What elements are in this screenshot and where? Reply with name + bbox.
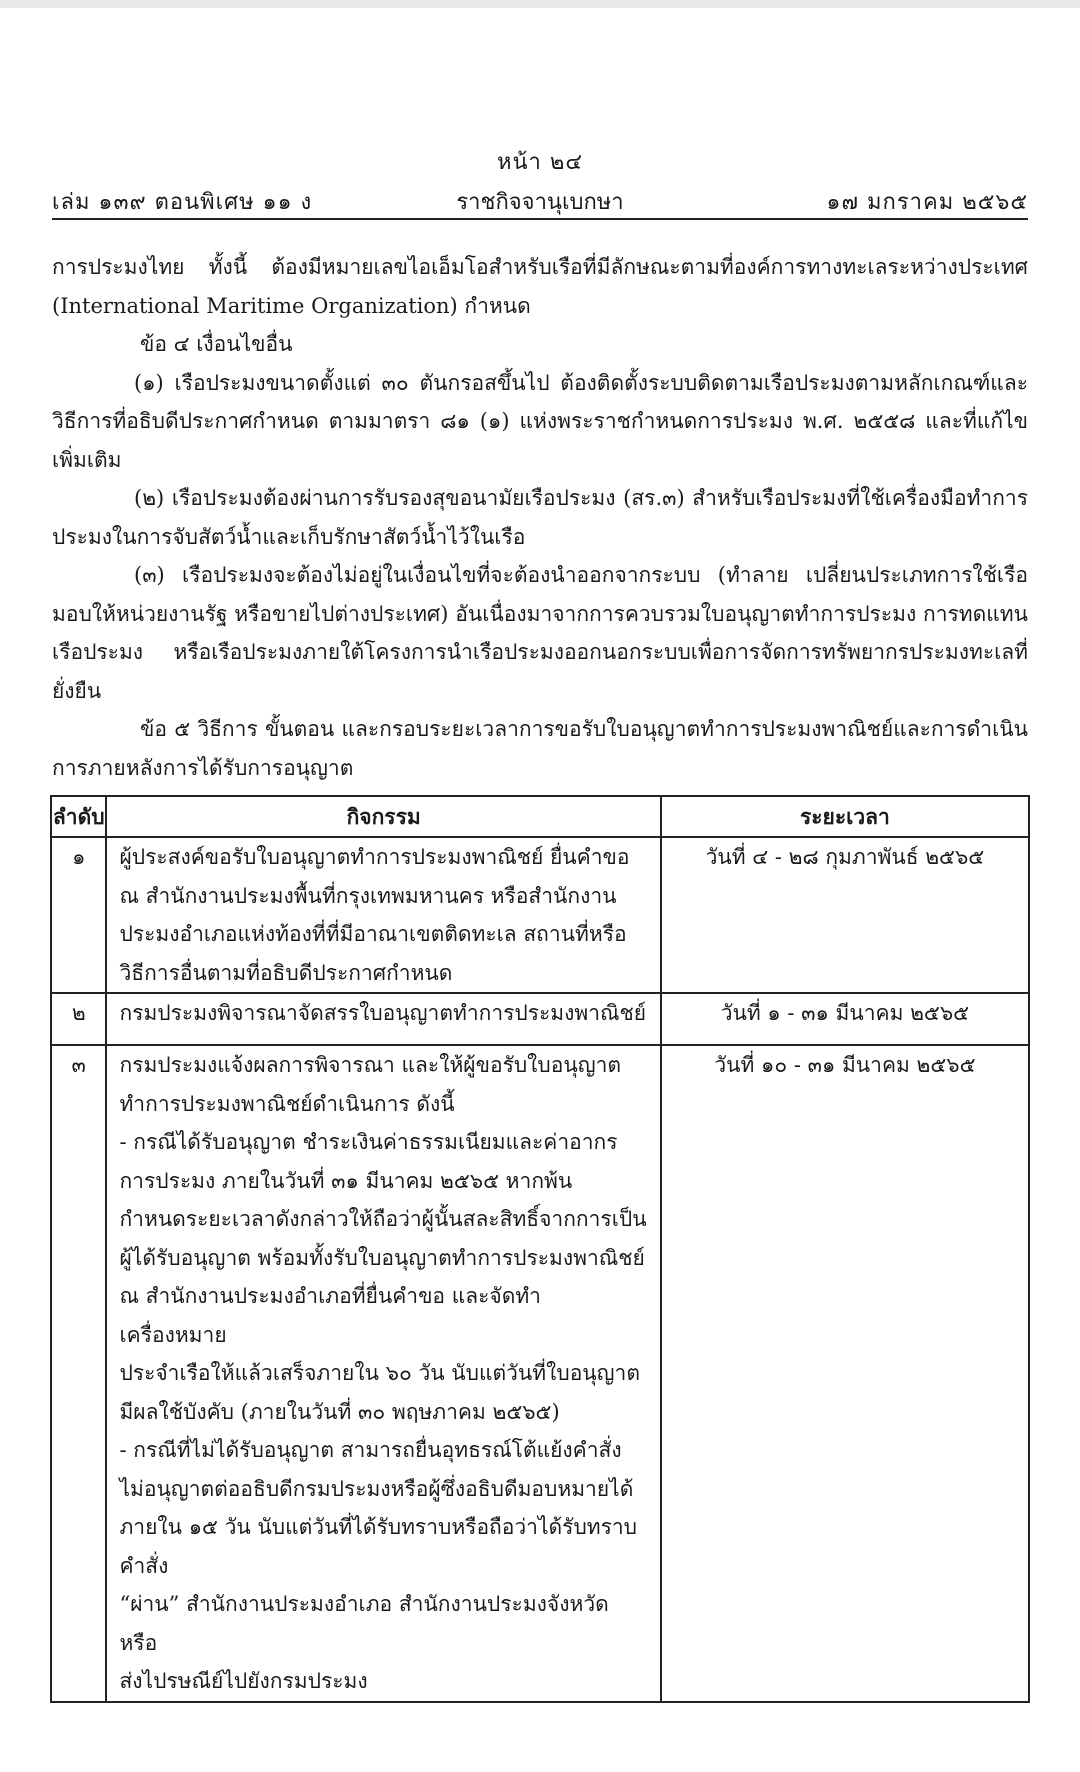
activity-line: ณ สำนักงานประมงพื้นที่กรุงเทพมหานคร หรือสำนักงาน [119,883,617,908]
activity-line: ณ สำนักงานประมงอำเภอที่ยื่นคำขอ และจัดทำเครื่องหมาย [119,1284,541,1347]
activity-line: ประมงอำเภอแห่งท้องที่ที่มีอาณาเขตติดทะเล สถานที่หรือ [119,922,627,946]
activity-line: วิธีการอื่นตามที่อธิบดีประกาศกำหนด [119,960,453,985]
activity-line: “ผ่าน” สำนักงานประมงอำเภอ สำนักงานประมงจังหวัด หรือ [119,1592,609,1655]
activity-line: ภายใน ๑๕ วัน นับแต่วันที่ได้รับทราบหรือถือว่าได้รับทราบคำสั่ง [119,1515,638,1578]
activity-line: มีผลใช้บังคับ (ภายในวันที่ ๓๐ พฤษภาคม ๒๕๖๕) [119,1399,560,1424]
row-period-value: วันที่ ๑ - ๓๑ มีนาคม ๒๕๖๕ [720,1001,970,1025]
activity-line: กำหนดระยะเวลาดังกล่าวให้ถือว่าผู้นั้นสละสิทธิ์จากการเป็น [119,1207,647,1231]
clause-4-heading: ข้อ ๔ เงื่อนไขอื่น [140,332,293,356]
activity-line: ทำการประมงพาณิชย์ดำเนินการ ดังนี้ [119,1091,455,1116]
row-activity [106,837,660,993]
row-period-value: วันที่ ๑๐ - ๓๑ มีนาคม ๒๕๖๕ [714,1053,976,1077]
activity-line: ผู้ประสงค์ขอรับใบอนุญาตทำการประมงพาณิชย์ ยื่นคำขอ [119,845,630,869]
column-header-period: ระยะเวลา [661,796,1029,837]
activity-line: การประมง ภายในวันที่ ๓๑ มีนาคม ๒๕๖๕ หากพ้น [119,1168,573,1193]
gazette-date: ๑๗ มกราคม ๒๕๖๕ [826,190,1028,215]
activity-line: - กรณีได้รับอนุญาต ชำระเงินค่าธรรมเนียมและค่าอากร [119,1130,618,1154]
activity-line: ผู้ได้รับอนุญาต พร้อมทั้งรับใบอนุญาตทำการประมงพาณิชย์ [119,1245,645,1270]
column-header-order: ลำดับ [51,796,106,837]
table-row [51,837,1029,993]
gazette-title: ราชกิจจานุเบกษา [456,190,624,215]
page-number: หน้า ๒๔ [496,150,584,175]
row-activity [106,1045,660,1702]
row-period [661,993,1029,1045]
volume-issue: เล่ม ๑๓๙ ตอนพิเศษ ๑๑ ง [52,190,313,215]
row-order [51,993,106,1045]
continuation-paragraph: การประมงไทย ทั้งนี้ ต้องมีหมายเลขไอเอ็มโอสำหรับเรือที่มีลักษณะตามที่องค์การทางทะเลระหว่างประเทศ (International Maritime Organization) กำหนด [52,255,1028,318]
gazette-header [52,184,1028,216]
clause-4-item-2: (๒) เรือประมงต้องผ่านการรับรองสุขอนามัยเรือประมง (สร.๓) สำหรับเรือประมงที่ใช้เครื่องมือทำการประมงในการจับสัตว์น้ำและเก็บรักษาสัตว์น้ำไว้ในเรือ [52,486,1028,549]
activity-line: ส่งไปรษณีย์ไปยังกรมประมง [119,1669,368,1693]
schedule-table [50,795,1030,1703]
header-divider [52,218,1028,220]
row-activity [106,993,660,1045]
document-body [52,248,1028,787]
document-page [0,8,1080,1772]
row-period [661,1045,1029,1702]
row-order-value: ๒ [71,1001,86,1025]
row-period [661,837,1029,993]
row-order [51,1045,106,1702]
row-order [51,837,106,993]
clause-5: ข้อ ๕ วิธีการ ขั้นตอน และกรอบระยะเวลาการขอรับใบอนุญาตทำการประมงพาณิชย์และการดำเนินการภายหลังการได้รับการอนุญาต [52,717,1028,780]
row-period-value: วันที่ ๔ - ๒๘ กุมภาพันธ์ ๒๕๖๕ [705,845,985,869]
table-header-row [51,796,1029,837]
column-header-activity: กิจกรรม [106,796,660,837]
clause-4-item-1: (๑) เรือประมงขนาดตั้งแต่ ๓๐ ตันกรอสขึ้นไป ต้องติดตั้งระบบติดตามเรือประมงตามหลักเกณฑ์และวิธีการที่อธิบดีประกาศกำหนด ตามมาตรา ๘๑ (๑) แห่งพระราชกำหนดการประมง พ.ศ. ๒๕๕๘ และที่แก้ไขเพิ่มเติม [52,370,1028,472]
row-order-value: ๓ [71,1053,86,1077]
activity-line: กรมประมงแจ้งผลการพิจารณา และให้ผู้ขอรับใบอนุญาต [119,1053,622,1077]
activity-line: ไม่อนุญาตต่ออธิบดีกรมประมงหรือผู้ซึ่งอธิบดีมอบหมายได้ [119,1476,634,1501]
table-row [51,993,1029,1045]
activity-line: - กรณีที่ไม่ได้รับอนุญาต สามารถยื่นอุทธรณ์โต้แย้งคำสั่ง [119,1438,622,1462]
activity-line: ประจำเรือให้แล้วเสร็จภายใน ๖๐ วัน นับแต่วันที่ใบอนุญาต [119,1361,640,1385]
activity-line: กรมประมงพิจารณาจัดสรรใบอนุญาตทำการประมงพาณิชย์ [119,1001,647,1025]
row-order-value: ๑ [72,845,86,869]
clause-4-item-3: (๓) เรือประมงจะต้องไม่อยู่ในเงื่อนไขที่จะต้องนำออกจากระบบ (ทำลาย เปลี่ยนประเภทการใช้เรือ มอบให้หน่วยงานรัฐ หรือขายไปต่างประเทศ) อันเนื่องมาจากการควบรวมใบอนุญาตทำการประมง การทดแทนเรือประมง หรือเรือประมงภายใต้โครงการนำเรือประมงออกนอกระบบเพื่อการจัดการทรัพยากรประมงทะเลที่ยั่งยืน [52,563,1028,703]
table-row [51,1045,1029,1702]
